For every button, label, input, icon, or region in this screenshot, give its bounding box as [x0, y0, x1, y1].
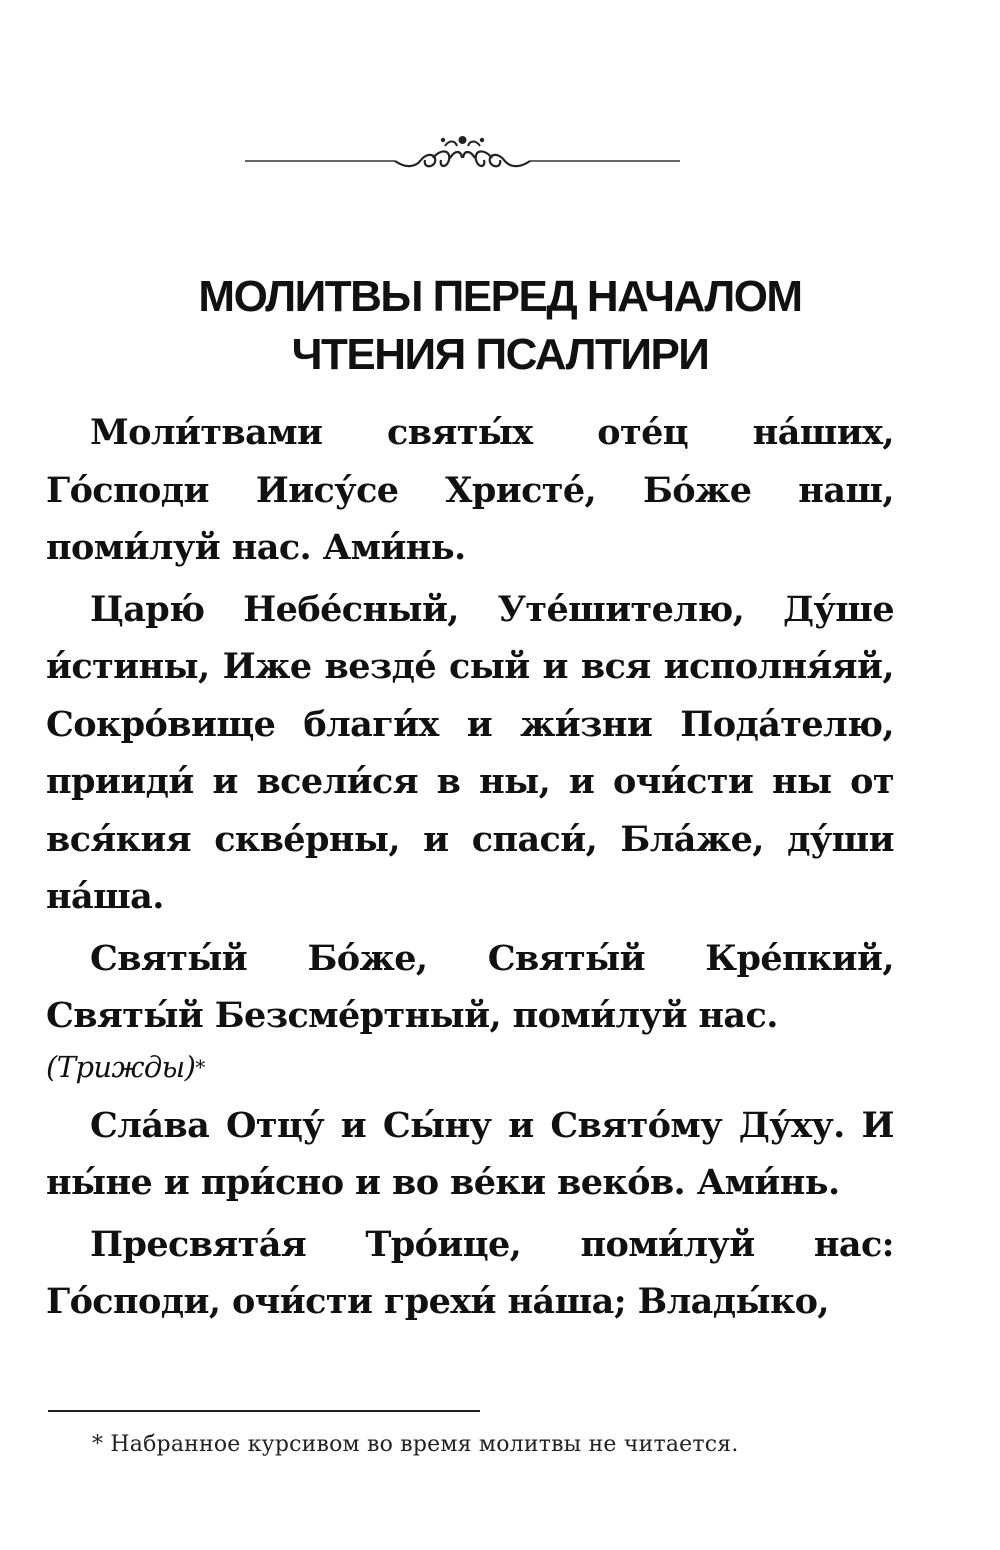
prayer-paragraph-4: Сла́ва Отцу́ и Сы́ну и Свято́му Ду́ху. И ны́не и при́сно и во ве́ки веко́в. Ами́нь. — [46, 1104, 894, 1203]
prayer-paragraph-2: Царю́ Небе́сный, Уте́шителю, Ду́ше и́стины, Иже везде́ сый и вся исполня́яй, Сокро́вище благи́х и жи́зни Пода́телю, прииди́ и всели́ся в ны, и очи́сти ны от вся́кия скве́рны, и спаси́, Бла́же, ду́ши на́ша. — [46, 588, 894, 917]
prayer-text — [46, 404, 894, 1335]
trisagion-note-text: (Трижды) — [46, 1049, 196, 1084]
footnote: * Набранное курсивом во время молитвы не читается. — [92, 1432, 739, 1457]
footnote-divider — [48, 1410, 480, 1412]
trisagion-note — [46, 1041, 894, 1093]
footnote-marker: * — [195, 1054, 205, 1079]
prayer-paragraph-3: Святы́й Бо́же, Святы́й Кре́пкий, Святы́й Безсме́ртный, поми́луй нас. — [46, 937, 894, 1036]
page-title — [50, 268, 950, 384]
title-line-2: ЧТЕНИЯ ПСАЛТИРИ — [291, 330, 709, 379]
prayer-paragraph-1: Моли́твами святы́х оте́ц на́ших, Го́споди Иису́се Христе́, Бо́же наш, поми́луй нас. Ами́нь. — [46, 412, 894, 568]
prayer-paragraph-5: Пресвята́я Тро́ице, поми́луй нас: Го́споди, очи́сти грехи́ на́ша; Влады́ко, — [46, 1223, 894, 1322]
ornament-divider — [245, 128, 680, 188]
title-line-1: МОЛИТВЫ ПЕРЕД НАЧАЛОМ — [198, 272, 802, 321]
